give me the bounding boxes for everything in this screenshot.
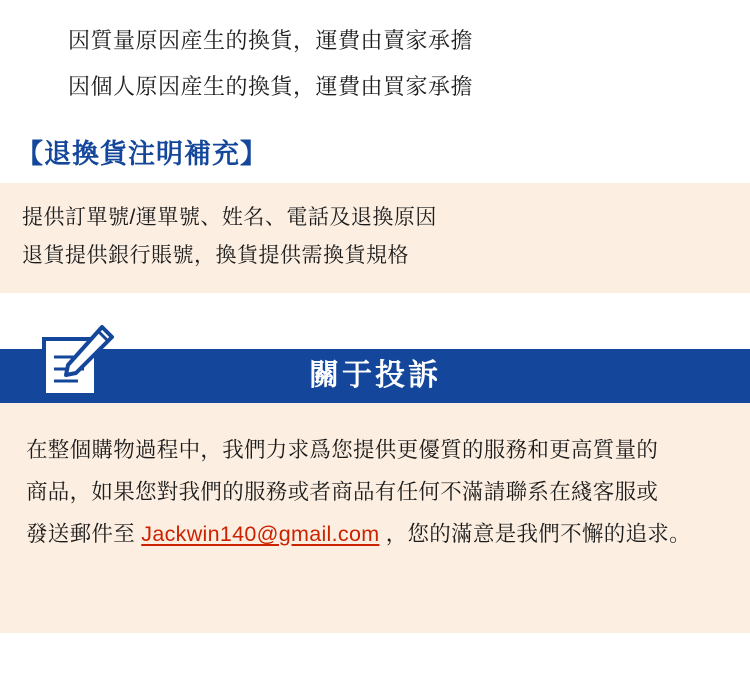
complaint-banner-title: 關于投訴 (309, 359, 441, 392)
complaint-banner (0, 341, 750, 403)
return-note-line: 提供訂單號/運單號、姓名、電話及退換原因 (22, 206, 437, 229)
complaint-line: 在整個購物過程中，我們力求爲您提供更優質的服務和更高質量的 (26, 438, 659, 462)
return-note-line: 退貨提供銀行賬號，換貨提供需換貨規格 (22, 244, 409, 267)
top-notes-group (0, 0, 750, 110)
support-email-link[interactable]: Jackwin140@gmail.com (141, 522, 380, 546)
complaint-line: 商品，如果您對我們的服務或者商品有任何不滿請聯系在綫客服或 (26, 480, 659, 504)
top-note-line: 因個人原因産生的換貨，運費由買家承擔 (68, 74, 474, 99)
complaint-line-with-email (0, 513, 750, 555)
return-policy-heading: 【退換貨注明補充】 (16, 139, 268, 169)
top-note-line: 因質量原因産生的換貨，運費由賣家承擔 (68, 28, 474, 53)
return-policy-note-box (0, 183, 750, 293)
complaint-line-suffix: ，您的滿意是我們不懈的追求。 (379, 522, 691, 546)
complaint-line-prefix: 發送郵件至 (26, 522, 142, 546)
pencil-note-icon (38, 323, 116, 401)
complaint-text-box (0, 403, 750, 633)
